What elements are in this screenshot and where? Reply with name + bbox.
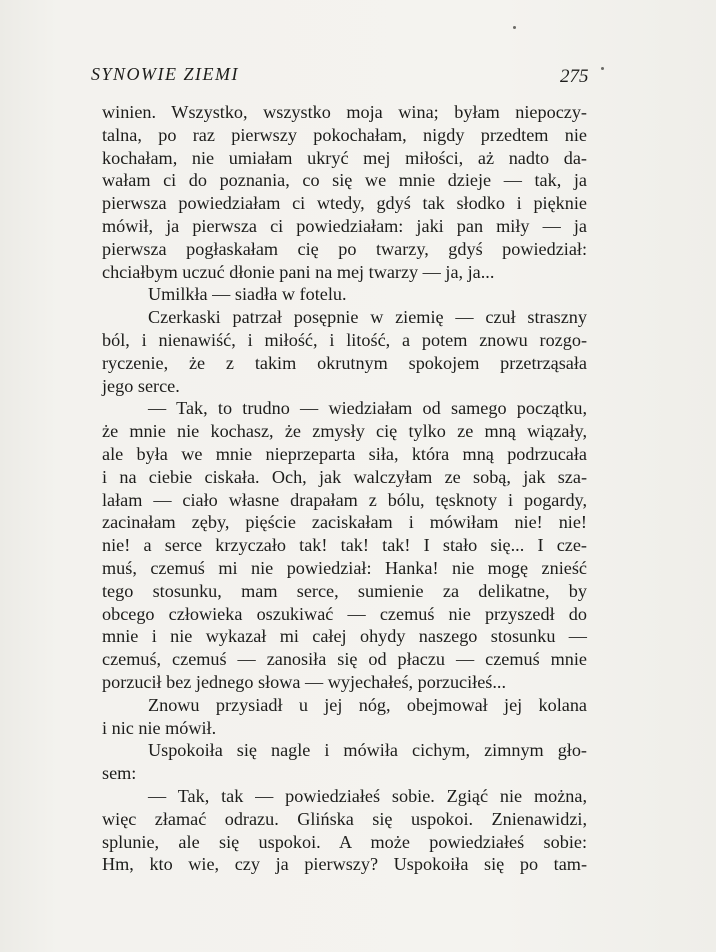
body-text xyxy=(102,101,587,876)
text-line: mnie i nie wykazał mi całej ohydy naszego stosunku — xyxy=(102,626,587,647)
text-line: Hm, kto wie, czy ja pierwszy? Uspokoiła się po tam- xyxy=(102,854,587,875)
text-line: chciałbym uczuć dłonie pani na mej twarzy — ja, ja... xyxy=(102,261,495,282)
text-line: lałam — ciało własne drapałam z bólu, tęsknoty i pogardy, xyxy=(102,489,587,510)
text-line: Czerkaski patrzał posępnie w ziemię — czuł straszny xyxy=(148,307,587,328)
text-line: Uspokoiła się nagle i mówiła cichym, zimnym gło- xyxy=(148,740,587,761)
text-line: zacinałam zęby, pięście zaciskałam i mówiłam nie! nie! xyxy=(102,512,587,533)
text-line: tego stosunku, mam serce, sumienie za delikatne, by xyxy=(102,580,587,601)
text-line: splunie, ale się uspokoi. A może powiedziałeś sobie: xyxy=(102,831,587,852)
text-line: ryczenie, że z takim okrutnym spokojem przetrząsała xyxy=(102,352,587,373)
text-line: i nic nie mówił. xyxy=(102,717,217,738)
text-line: mówił, ja pierwsza ci powiedziałam: jaki pan miły — ja xyxy=(102,215,587,236)
text-line: jego serce. xyxy=(102,375,180,396)
text-line: i na ciebie ciskała. Och, jak walczyłam ze sobą, jak sza- xyxy=(102,466,587,487)
text-line: nie! a serce krzyczało tak! tak! tak! I stało się... I cze- xyxy=(102,535,587,556)
text-line: winien. Wszystko, wszystko moja wina; byłam niepoczy- xyxy=(102,102,587,122)
text-line: czemuś, czemuś — zanosiła się od płaczu — czemuś mnie xyxy=(102,649,587,670)
text-line: obcego człowieka oszukiwać — czemuś nie przyszedł do xyxy=(102,603,587,624)
text-line: ból, i nienawiść, i miłość, i litość, a potem znowu rozgo- xyxy=(102,329,587,350)
text-line: kochałam, nie umiałam ukryć mej miłości, aż nadto da- xyxy=(102,147,587,168)
text-line: pierwsza pogłaskałam cię po twarzy, gdyś powiedział: xyxy=(102,238,587,259)
text-line: ale była we mnie nieprzeparta siła, która mną podrzucała xyxy=(102,443,587,464)
text-line: więc złamać odrazu. Glińska się uspokoi. Znienawidzi, xyxy=(102,808,587,829)
text-line: Znowu przysiadł u jej nóg, obejmował jej kolana xyxy=(148,694,587,715)
running-title: SYNOWIE ZIEMI xyxy=(91,64,239,84)
text-line: talna, po raz pierwszy pokochałam, nigdy przedtem nie xyxy=(102,124,587,145)
text-line: wałam ci do poznania, co się we mnie dzieje — tak, ja xyxy=(102,170,587,191)
text-line: — Tak, to trudno — wiedziałam od samego początku, xyxy=(148,398,587,419)
page-number: 275 xyxy=(560,66,589,87)
paper-speck xyxy=(513,26,516,29)
paper-speck xyxy=(601,67,604,70)
text-line: — Tak, tak — powiedziałeś sobie. Zgiąć nie można, xyxy=(148,785,587,806)
text-line: sem: xyxy=(102,763,137,784)
text-line: muś, czemuś mi nie powiedział: Hanka! nie mogę znieść xyxy=(102,557,587,578)
text-line: porzucił bez jednego słowa — wyjechałeś, porzuciłeś... xyxy=(102,671,507,692)
text-line: Umilkła — siadła w fotelu. xyxy=(148,284,347,305)
text-line: że mnie nie kochasz, że zmysły cię tylko ze mną wiązały, xyxy=(102,421,587,442)
text-line: pierwsza powiedziałam ci wtedy, gdyś tak słodko i pięknie xyxy=(102,193,587,214)
